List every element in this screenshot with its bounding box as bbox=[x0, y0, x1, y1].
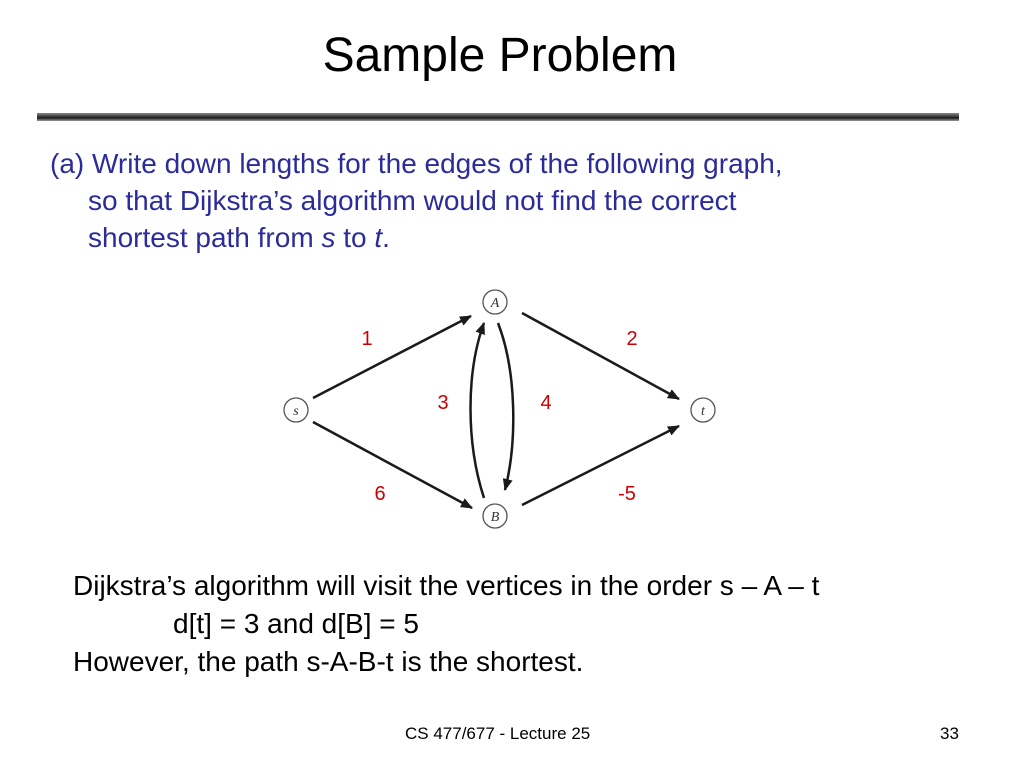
weight-B-A: 3 bbox=[437, 392, 449, 414]
problem-line-2: so that Dijkstra’s algorithm would not find the correct bbox=[88, 185, 737, 216]
answer-text bbox=[73, 567, 1013, 681]
source-variable: s bbox=[321, 222, 336, 253]
node-label-t: t bbox=[701, 404, 705, 419]
weight-s-B: 6 bbox=[374, 483, 386, 505]
footer-course: CS 477/677 - Lecture 25 bbox=[405, 724, 591, 743]
answer-line-2: d[t] = 3 and d[B] = 5 bbox=[173, 608, 419, 639]
edge-A-B bbox=[498, 323, 513, 490]
node-label-s: s bbox=[293, 404, 299, 419]
edge-A-t bbox=[522, 313, 679, 399]
target-variable: t bbox=[374, 222, 383, 253]
problem-line-3-mid: to bbox=[335, 222, 375, 253]
slide-title: Sample Problem bbox=[322, 29, 678, 82]
node-label-A: A bbox=[490, 296, 500, 311]
problem-line-3-suffix: . bbox=[382, 222, 390, 253]
weight-A-B: 4 bbox=[540, 392, 552, 414]
weight-s-A: 1 bbox=[361, 328, 373, 350]
edge-s-B bbox=[313, 422, 472, 508]
problem-line-1: (a) Write down lengths for the edges of the following graph, bbox=[50, 148, 783, 179]
edge-B-t bbox=[522, 426, 679, 505]
answer-line-3: However, the path s-A-B-t is the shortest. bbox=[73, 646, 584, 677]
weight-A-t: 2 bbox=[626, 328, 638, 350]
page-number: 33 bbox=[940, 724, 959, 743]
weight-B-t: -5 bbox=[618, 483, 636, 505]
node-label-B: B bbox=[490, 510, 500, 525]
edge-s-A bbox=[313, 316, 471, 398]
problem-line-3-prefix: shortest path from bbox=[88, 222, 322, 253]
answer-line-1: Dijkstra’s algorithm will visit the vertices in the order s – A – t bbox=[73, 570, 820, 601]
edge-B-A bbox=[471, 323, 485, 498]
